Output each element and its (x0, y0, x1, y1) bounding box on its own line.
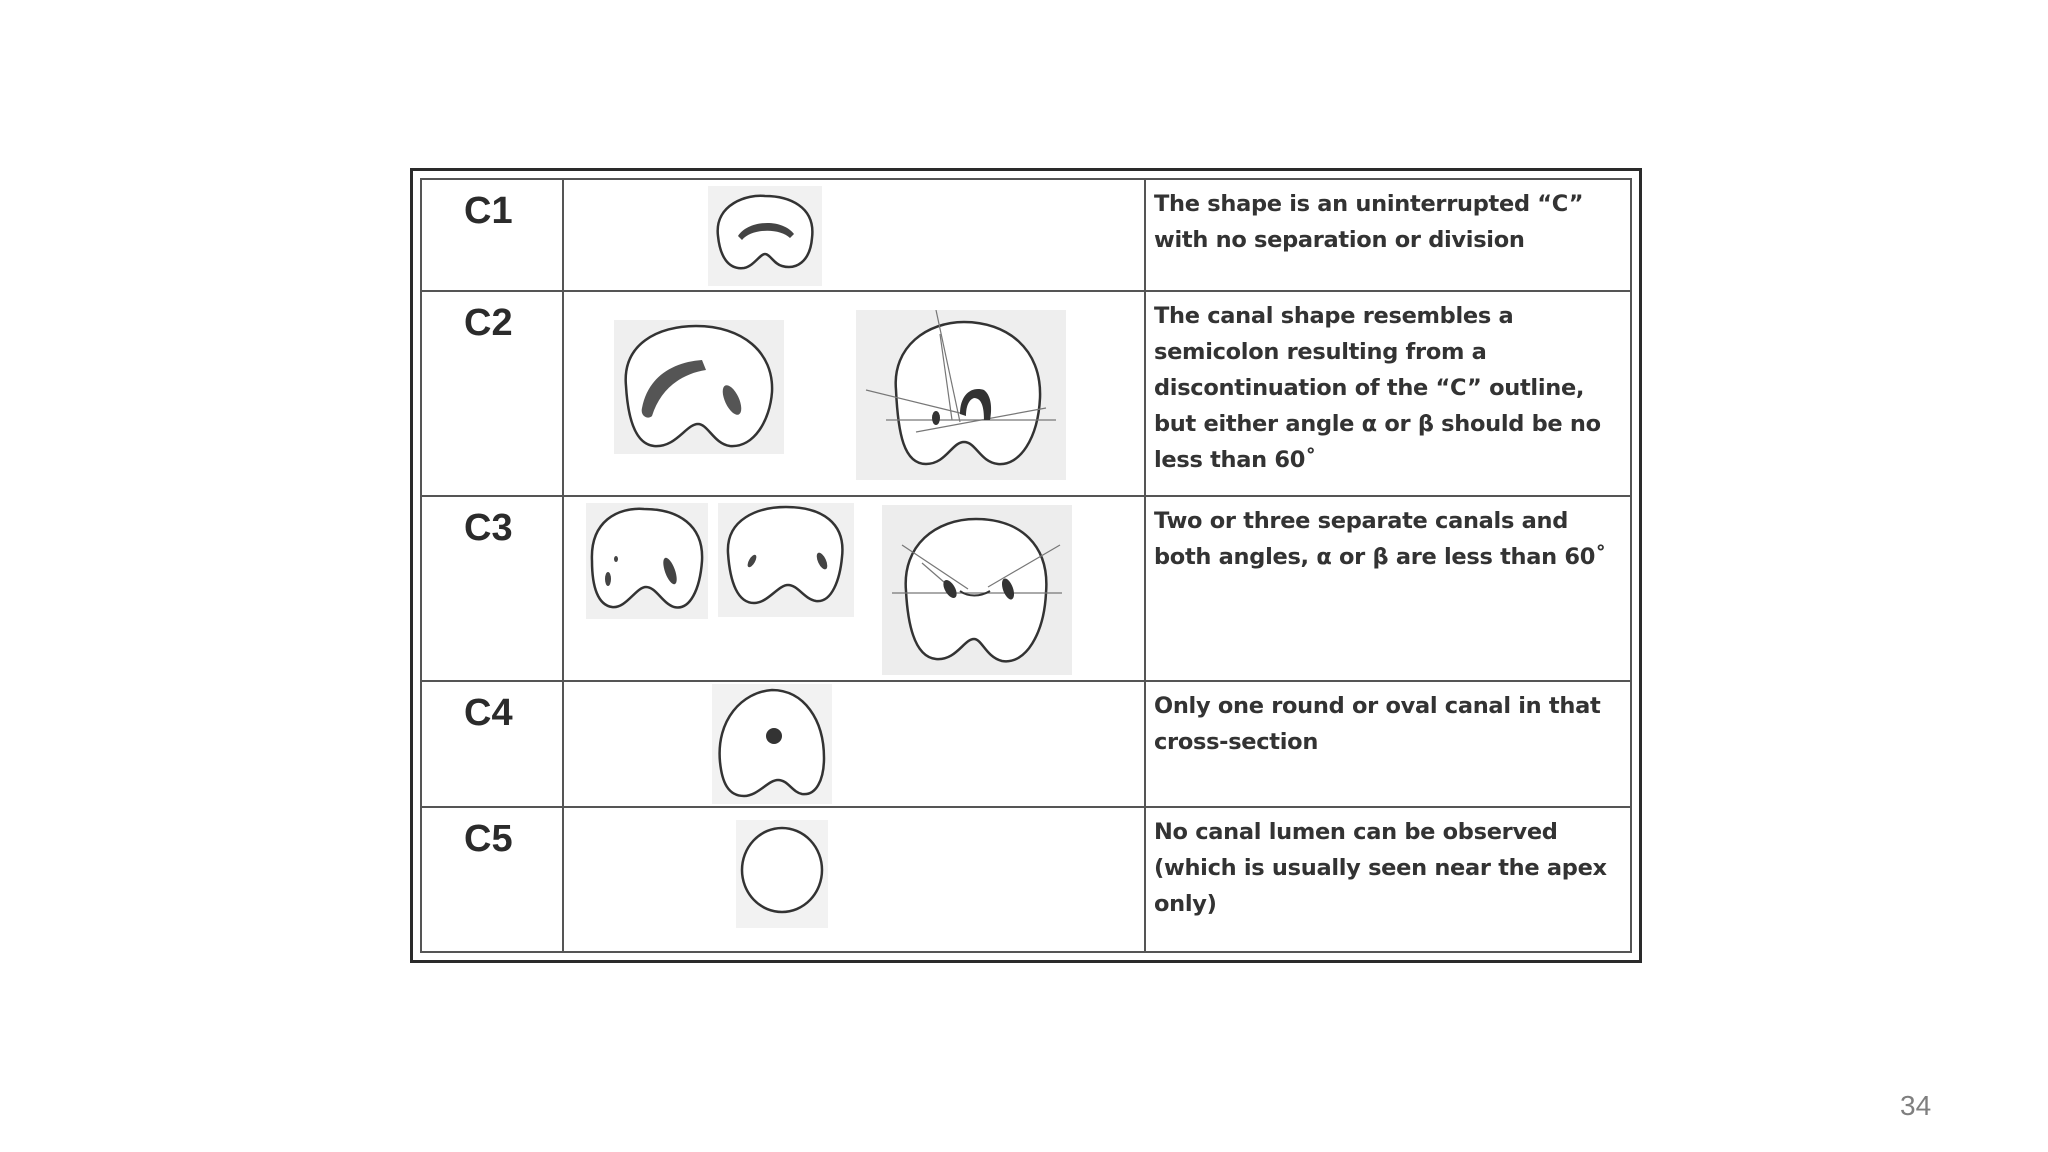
row-description: Two or three separate canals and both angles, α or β are less than 60˚ (1145, 496, 1631, 681)
row-figure (563, 291, 1145, 496)
c3-cross-section-figure-2 (718, 503, 854, 617)
row-figure (563, 681, 1145, 808)
c2-angle-measurement-figure (856, 310, 1066, 480)
table-row (421, 496, 1631, 681)
row-description: Only one round or oval canal in that cross-section (1145, 681, 1631, 808)
row-description: The canal shape resembles a semicolon resulting from a discontinuation of the “C” outline, but either angle α or β should be no less than 60˚ (1145, 291, 1631, 496)
c3-angle-measurement-figure (882, 505, 1072, 675)
row-code: C1 (421, 179, 563, 291)
table-row (421, 807, 1631, 952)
c5-cross-section-figure (736, 820, 828, 928)
row-figure (563, 807, 1145, 952)
row-code: C2 (421, 291, 563, 496)
table-row (421, 291, 1631, 496)
c2-cross-section-figure (614, 320, 784, 454)
row-description: No canal lumen can be observed (which is usually seen near the apex only) (1145, 807, 1631, 952)
c3-cross-section-figure-1 (586, 503, 708, 619)
row-code: C4 (421, 681, 563, 808)
row-description: The shape is an uninterrupted “C” with no separation or division (1145, 179, 1631, 291)
classification-table-image (410, 168, 1642, 963)
row-code: C3 (421, 496, 563, 681)
page-number: 34 (1900, 1090, 1932, 1121)
c-shaped-canal-classification-table (420, 178, 1632, 953)
table-row (421, 681, 1631, 808)
table-row (421, 179, 1631, 291)
row-figure (563, 496, 1145, 681)
row-code: C5 (421, 807, 563, 952)
c1-cross-section-figure (708, 186, 822, 286)
row-figure (563, 179, 1145, 291)
c4-cross-section-figure (712, 684, 832, 804)
